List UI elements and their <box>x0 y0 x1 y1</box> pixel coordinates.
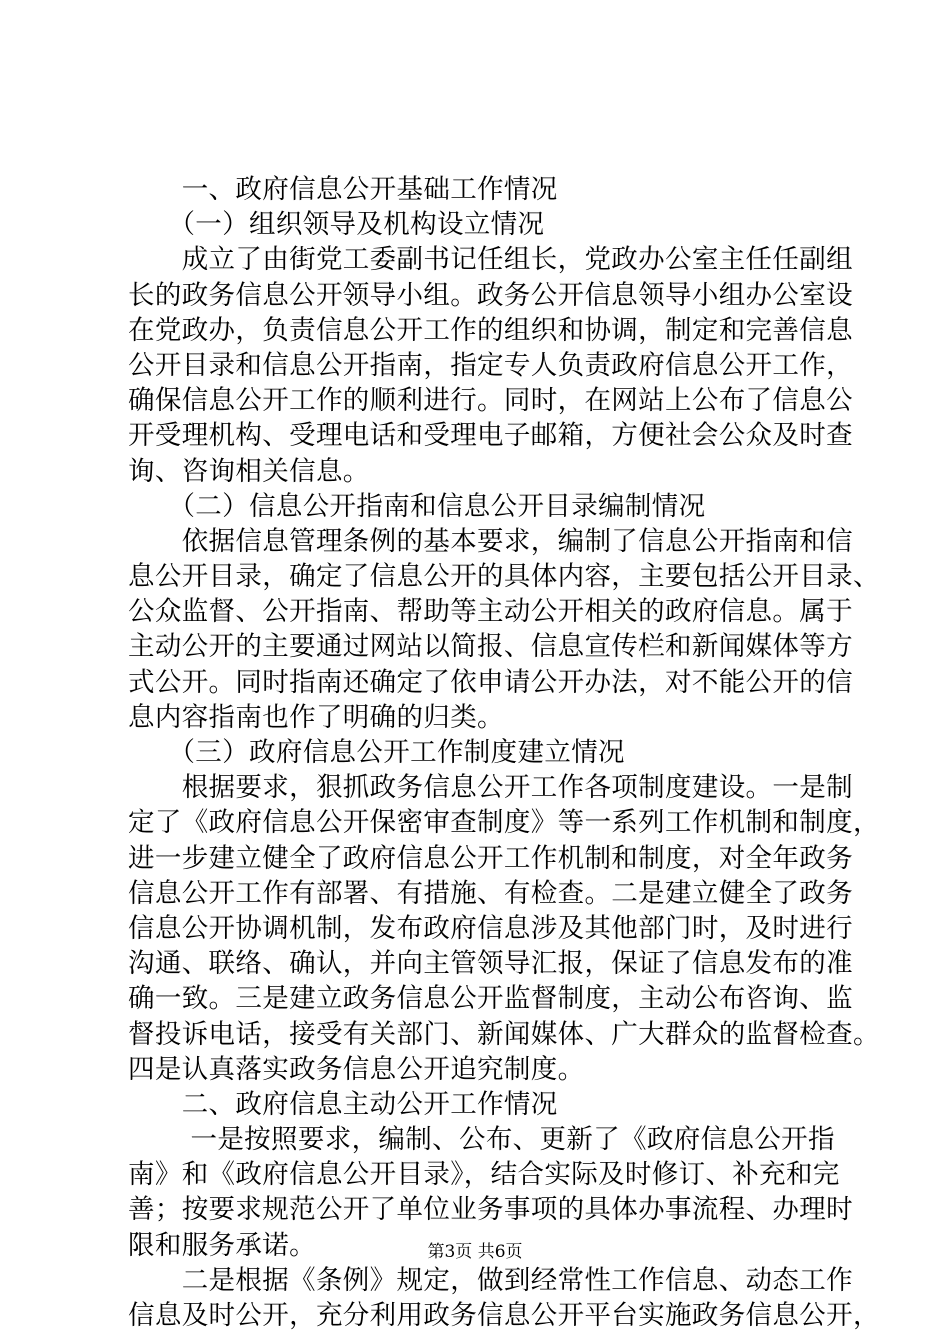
text-line: 督投诉电话，接受有关部门、新闻媒体、广大群众的监督检查。 <box>128 1018 880 1050</box>
text-line: 式公开。同时指南还确定了依申请公开办法，对不能公开的信 <box>128 666 853 698</box>
text-line: 二、政府信息主动公开工作情况 <box>128 1088 558 1120</box>
text-line: 确一致。三是建立政务信息公开监督制度，主动公布咨询、监 <box>128 983 853 1015</box>
text-line: （二）信息公开指南和信息公开目录编制情况 <box>128 490 706 522</box>
text-line: 定了《政府信息公开保密审查制度》等一系列工作机制和制度， <box>128 807 880 839</box>
text-line: 信息公开工作有部署、有措施、有检查。二是建立健全了政务 <box>128 877 853 909</box>
text-line: 进一步建立健全了政府信息公开工作机制和制度，对全年政务 <box>128 842 853 874</box>
text-line: 一、政府信息公开基础工作情况 <box>128 174 558 205</box>
text-line: 公开目录和信息公开指南，指定专人负责政府信息公开工作， <box>128 349 853 381</box>
text-line: 确保信息公开工作的顺利进行。同时，在网站上公布了信息公 <box>128 385 853 417</box>
text-line: 成立了由街党工委副书记任组长，党政办公室主任任副组 <box>128 244 853 276</box>
text-line: 限和服务承诺。 <box>128 1229 316 1261</box>
text-line: 善；按要求规范公开了单位业务事项的具体办事流程、办理时 <box>128 1194 853 1226</box>
text-line: 在党政办，负责信息公开工作的组织和协调，制定和完善信息 <box>128 314 853 346</box>
text-line: 公众监督、公开指南、帮助等主动公开相关的政府信息。属于 <box>128 596 853 628</box>
text-line: （三）政府信息公开工作制度建立情况 <box>128 737 625 768</box>
text-line: 依据信息管理条例的基本要求，编制了信息公开指南和信 <box>128 525 853 557</box>
text-line: 息内容指南也作了明确的归类。 <box>128 701 504 733</box>
text-line: 信息公开协调机制，发布政府信息涉及其他部门时，及时进行 <box>128 912 853 944</box>
text-line: 四是认真落实政务信息公开追究制度。 <box>128 1053 585 1085</box>
text-line: 根据要求，狠抓政务信息公开工作各项制度建设。一是制 <box>128 772 853 804</box>
text-line: 询、咨询相关信息。 <box>128 455 370 487</box>
page-footer: 第3页 共6页 <box>427 1242 523 1262</box>
text-line: 二是根据《条例》规定，做到经常性工作信息、动态工作 <box>128 1264 853 1296</box>
text-line: 信息及时公开，充分利用政务信息公开平台实施政务信息公开， <box>128 1300 880 1331</box>
text-line: 一是按照要求，编制、公布、更新了《政府信息公开指 <box>128 1124 835 1156</box>
text-line: 南》和《政府信息公开目录》，结合实际及时修订、补充和完 <box>128 1159 840 1191</box>
text-line: 主动公开的主要通过网站以简报、信息宣传栏和新闻媒体等方 <box>128 631 853 663</box>
text-line: 息公开目录，确定了信息公开的具体内容，主要包括公开目录、 <box>128 561 880 593</box>
text-line: 沟通、联络、确认，并向主管领导汇报，保证了信息发布的准 <box>128 948 853 980</box>
text-line: 长的政务信息公开领导小组。政务公开信息领导小组办公室设 <box>128 279 853 311</box>
text-line: （一）组织领导及机构设立情况 <box>128 209 545 241</box>
text-line: 开受理机构、受理电话和受理电子邮箱，方便社会公众及时查 <box>128 420 853 452</box>
document-body <box>128 172 880 1333</box>
